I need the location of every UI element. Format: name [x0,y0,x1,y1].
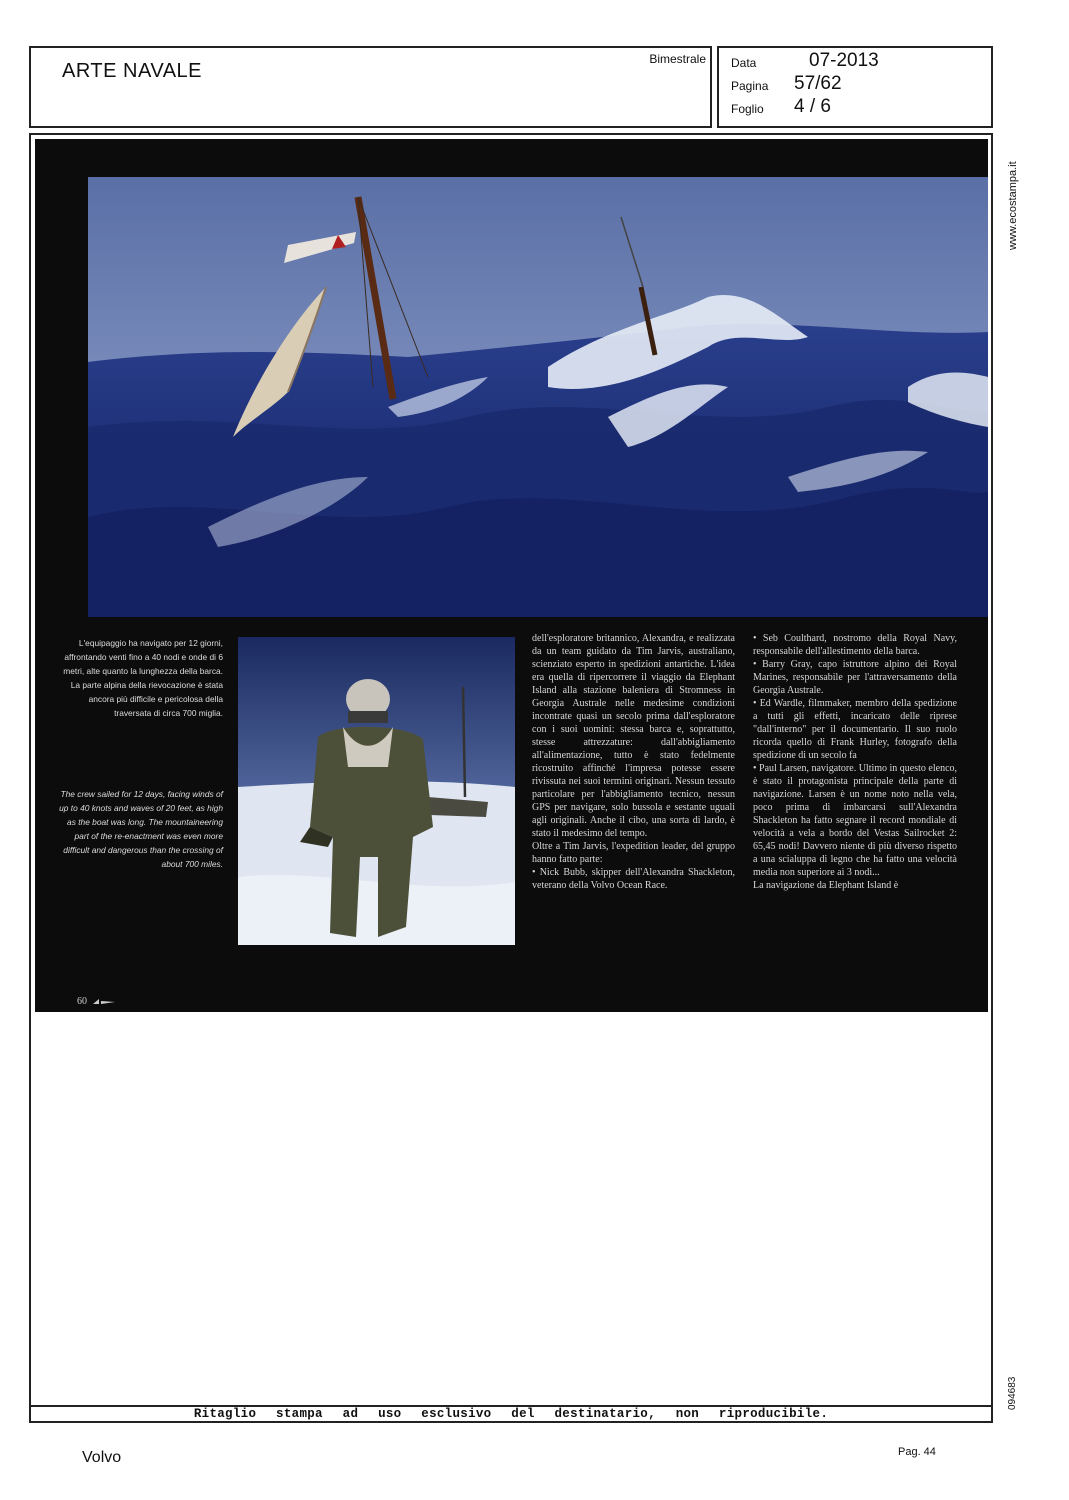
page-label: Pagina [731,79,769,93]
publication-title: ARTE NAVALE [62,60,202,82]
magazine-page [35,139,988,1012]
publication-frequency: Bimestrale [649,52,706,66]
article-paragraph: • Ed Wardle, filmmaker, membro della spedizione a tutti gli effetti, incaricato delle riprese "dall'interno" per il documentario. Il suo ruolo ricorda quello di Frank Hurley, fotografo della spedizione di un secolo fa [753,698,957,761]
clip-code-vertical: 094683 [1007,1376,1018,1410]
article-paragraph: Oltre a Tim Jarvis, l'expedition leader, del gruppo hanno fatto parte: [532,841,735,865]
client-name: Volvo [82,1449,122,1466]
inset-photo-explorer-in-snow [238,637,515,945]
header-publication-box [29,46,712,128]
article-column-2 [753,632,957,892]
article-paragraph: • Seb Coulthard, nostromo della Royal Navy, responsabile dell'allestimento della barca. [753,633,957,657]
photo-caption-english: The crew sailed for 12 days, facing winds of up to 40 knots and waves of 20 feet, as high as the boat was long. The mountaineering part of the re-enactment was even more difficult and dangerous than the crossing of about 700 miles. [59,789,223,869]
hero-photo-stormy-sea [88,177,988,617]
sheet-label: Foglio [731,102,764,116]
article-column-1 [532,632,735,892]
magazine-logo-icon [93,998,115,1006]
article-paragraph: dell'esploratore britannico, Alexandra, e realizzata da un team guidato da Tim Jarvis, australiano, scienziato esperto in spedizioni antartiche. L'idea era quella di ripercorrere il viaggio da Elephant Island alla stazione baleniera di Stromness in Georgia Australe nelle medesime condizioni incontrate quasi un secolo prima dall'esploratore con i suoi uomini: stessa barca e, soprattutto, stesse attrezzature: dall'abbigliamento all'alimentazione, tutto è stato fedelmente ricostruito affinché l'impresa potesse essere rivissuta nei suoi termini originari. Nessun tessuto particolare per l'abbigliamento tecnico, nessun GPS per navigare, solo bussola e sestante uguali agli originali. Anche il cibo, una sorta di lardo, è stato il medesimo del tempo. [532,633,735,839]
article-paragraph: • Nick Bubb, skipper dell'Alexandra Shackleton, veterano della Volvo Ocean Race. [532,867,735,891]
page-value: 57/62 [794,73,842,94]
date-value: 07-2013 [809,50,879,71]
sheet-value: 4 / 6 [794,96,831,117]
copyright-notice: Ritaglio stampa ad uso esclusivo del destinatario, non riproducibile. [193,1407,829,1421]
website-vertical: www.ecostampa.it [1007,161,1019,250]
photo-caption-italian: L'equipaggio ha navigato per 12 giorni, affrontando venti fino a 40 nodi e onde di 6 metri, alte quanto la lunghezza della barca. La parte alpina della rievocazione è stata ancora più difficile e pericolosa della traversata di circa 700 miglia. [63,638,223,718]
article-paragraph: • Paul Larsen, navigatore. Ultimo in questo elenco, è stato il protagonista principale della parte di navigazione. Larsen è un nome noto nella vela, poco prima di imbarcarsi sull'Alexandra Shackleton ha fatto segnare il record mondiale di velocità a vela a bordo del Vestas Sailrocket 2: 65,45 nodi! Davvero niente di più diverso rispetto a una scialuppa di legno che ha fatto una velocità media non superiore ai 3 nodi... [753,763,958,878]
header-meta-box [717,46,993,128]
date-label: Data [731,56,757,70]
magazine-page-number: 60 [77,996,87,1007]
article-paragraph: La navigazione da Elephant Island è [753,880,899,891]
article-paragraph: • Barry Gray, capo istruttore alpino dei Royal Marines, responsabile per l'attraversamento della Georgia Australe. [753,659,957,696]
document-page-number: Pag. 44 [898,1446,936,1458]
